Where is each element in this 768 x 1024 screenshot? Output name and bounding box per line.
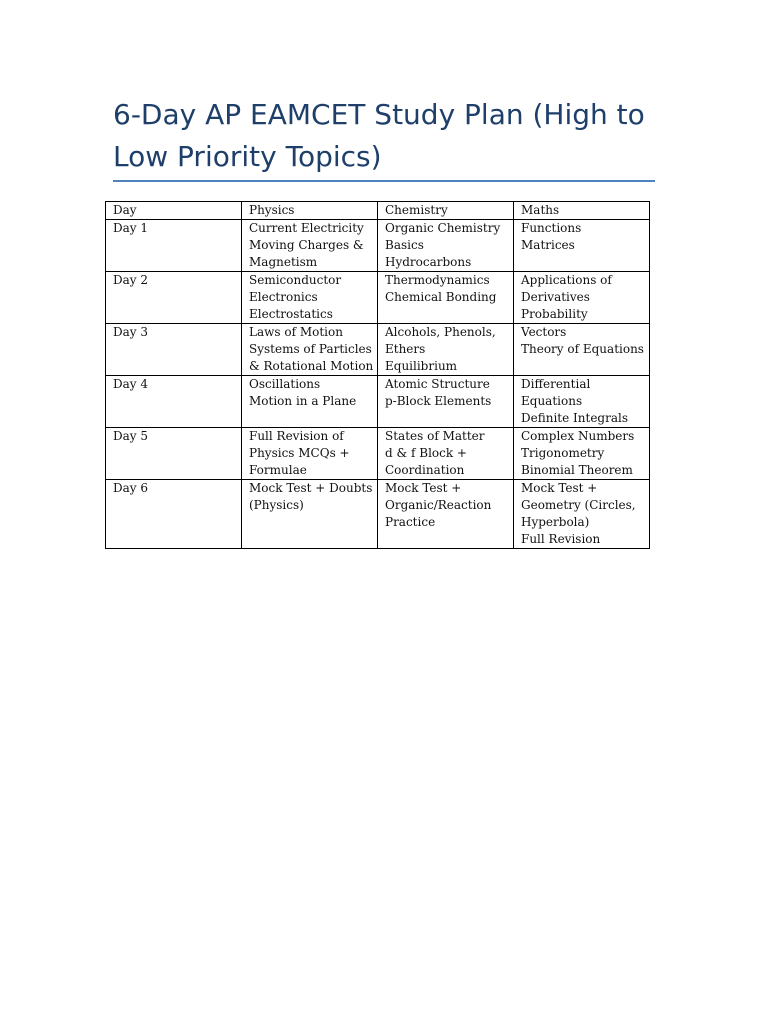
table-header-row (106, 202, 650, 220)
header-maths: Maths (514, 202, 650, 220)
cell-line: Equations (521, 394, 583, 408)
cell-line: Practice (385, 515, 436, 529)
cell-line: Semiconductor (249, 273, 342, 287)
physics-cell (242, 428, 378, 480)
day-cell (106, 324, 242, 376)
cell-line: Formulae (249, 463, 307, 477)
study-plan-table (105, 201, 650, 549)
cell-line: Electrostatics (249, 307, 333, 321)
chemistry-cell (378, 220, 514, 272)
cell-line: Geometry (Circles, (521, 498, 636, 512)
maths-cell (514, 220, 650, 272)
day-cell (106, 428, 242, 480)
cell-line: Probability (521, 307, 588, 321)
cell-line: Day 6 (113, 481, 149, 495)
cell-line: Hyperbola) (521, 515, 590, 529)
cell-line: Vectors (521, 325, 567, 339)
physics-cell (242, 272, 378, 324)
chemistry-cell (378, 272, 514, 324)
cell-line: Applications of (521, 273, 612, 287)
cell-line: Thermodynamics (385, 273, 490, 287)
cell-line: Ethers (385, 342, 426, 356)
cell-line: Complex Numbers (521, 429, 635, 443)
header-day: Day (106, 202, 242, 220)
physics-cell (242, 480, 378, 549)
cell-line: Day 1 (113, 221, 149, 235)
day-cell (106, 376, 242, 428)
header-chemistry: Chemistry (378, 202, 514, 220)
cell-line: States of Matter (385, 429, 485, 443)
cell-line: Organic/Reaction (385, 498, 492, 512)
maths-cell (514, 272, 650, 324)
cell-line: Alcohols, Phenols, (385, 325, 496, 339)
cell-line: Day 2 (113, 273, 149, 287)
cell-line: Binomial Theorem (521, 463, 633, 477)
chemistry-cell (378, 324, 514, 376)
cell-line: Matrices (521, 238, 575, 252)
cell-line: Mock Test + (521, 481, 598, 495)
document-title (113, 94, 673, 178)
cell-line: Mock Test + (385, 481, 462, 495)
table-row (106, 324, 650, 376)
cell-line: Coordination (385, 463, 465, 477)
day-cell (106, 220, 242, 272)
table-row (106, 480, 650, 549)
cell-line: Derivatives (521, 290, 590, 304)
header-physics: Physics (242, 202, 378, 220)
cell-line: Basics (385, 238, 424, 252)
cell-line: Definite Integrals (521, 411, 628, 425)
cell-line: Systems of Particles (249, 342, 372, 356)
cell-line: Chemical Bonding (385, 290, 497, 304)
cell-line: Differential (521, 377, 591, 391)
day-cell (106, 480, 242, 549)
cell-line: (Physics) (249, 498, 304, 512)
chemistry-cell (378, 376, 514, 428)
chemistry-cell (378, 480, 514, 549)
cell-line: Laws of Motion (249, 325, 343, 339)
physics-cell (242, 220, 378, 272)
cell-line: Day 3 (113, 325, 149, 339)
maths-cell (514, 428, 650, 480)
cell-line: Current Electricity (249, 221, 364, 235)
cell-line: Full Revision (521, 532, 601, 546)
title-line-2: Low Priority Topics) (113, 140, 382, 173)
table-row (106, 428, 650, 480)
cell-line: Equilibrium (385, 359, 458, 373)
table-row (106, 272, 650, 324)
cell-line: Electronics (249, 290, 318, 304)
cell-line: Magnetism (249, 255, 318, 269)
table-row (106, 376, 650, 428)
maths-cell (514, 480, 650, 549)
maths-cell (514, 324, 650, 376)
maths-cell (514, 376, 650, 428)
cell-line: Theory of Equations (521, 342, 644, 356)
cell-line: Day 5 (113, 429, 149, 443)
day-cell (106, 272, 242, 324)
cell-line: Oscillations (249, 377, 321, 391)
physics-cell (242, 376, 378, 428)
title-underline-rule (113, 180, 655, 182)
cell-line: p-Block Elements (385, 394, 492, 408)
cell-line: Functions (521, 221, 582, 235)
cell-line: Day 4 (113, 377, 149, 391)
title-line-1: 6-Day AP EAMCET Study Plan (High to (113, 98, 645, 131)
cell-line: Moving Charges & (249, 238, 364, 252)
table-row (106, 220, 650, 272)
physics-cell (242, 324, 378, 376)
cell-line: & Rotational Motion (249, 359, 374, 373)
cell-line: Hydrocarbons (385, 255, 472, 269)
cell-line: Physics MCQs + (249, 446, 350, 460)
cell-line: Mock Test + Doubts (249, 481, 373, 495)
cell-line: d & f Block + (385, 446, 467, 460)
cell-line: Motion in a Plane (249, 394, 357, 408)
cell-line: Atomic Structure (385, 377, 490, 391)
cell-line: Full Revision of (249, 429, 344, 443)
chemistry-cell (378, 428, 514, 480)
cell-line: Trigonometry (521, 446, 605, 460)
cell-line: Organic Chemistry (385, 221, 501, 235)
